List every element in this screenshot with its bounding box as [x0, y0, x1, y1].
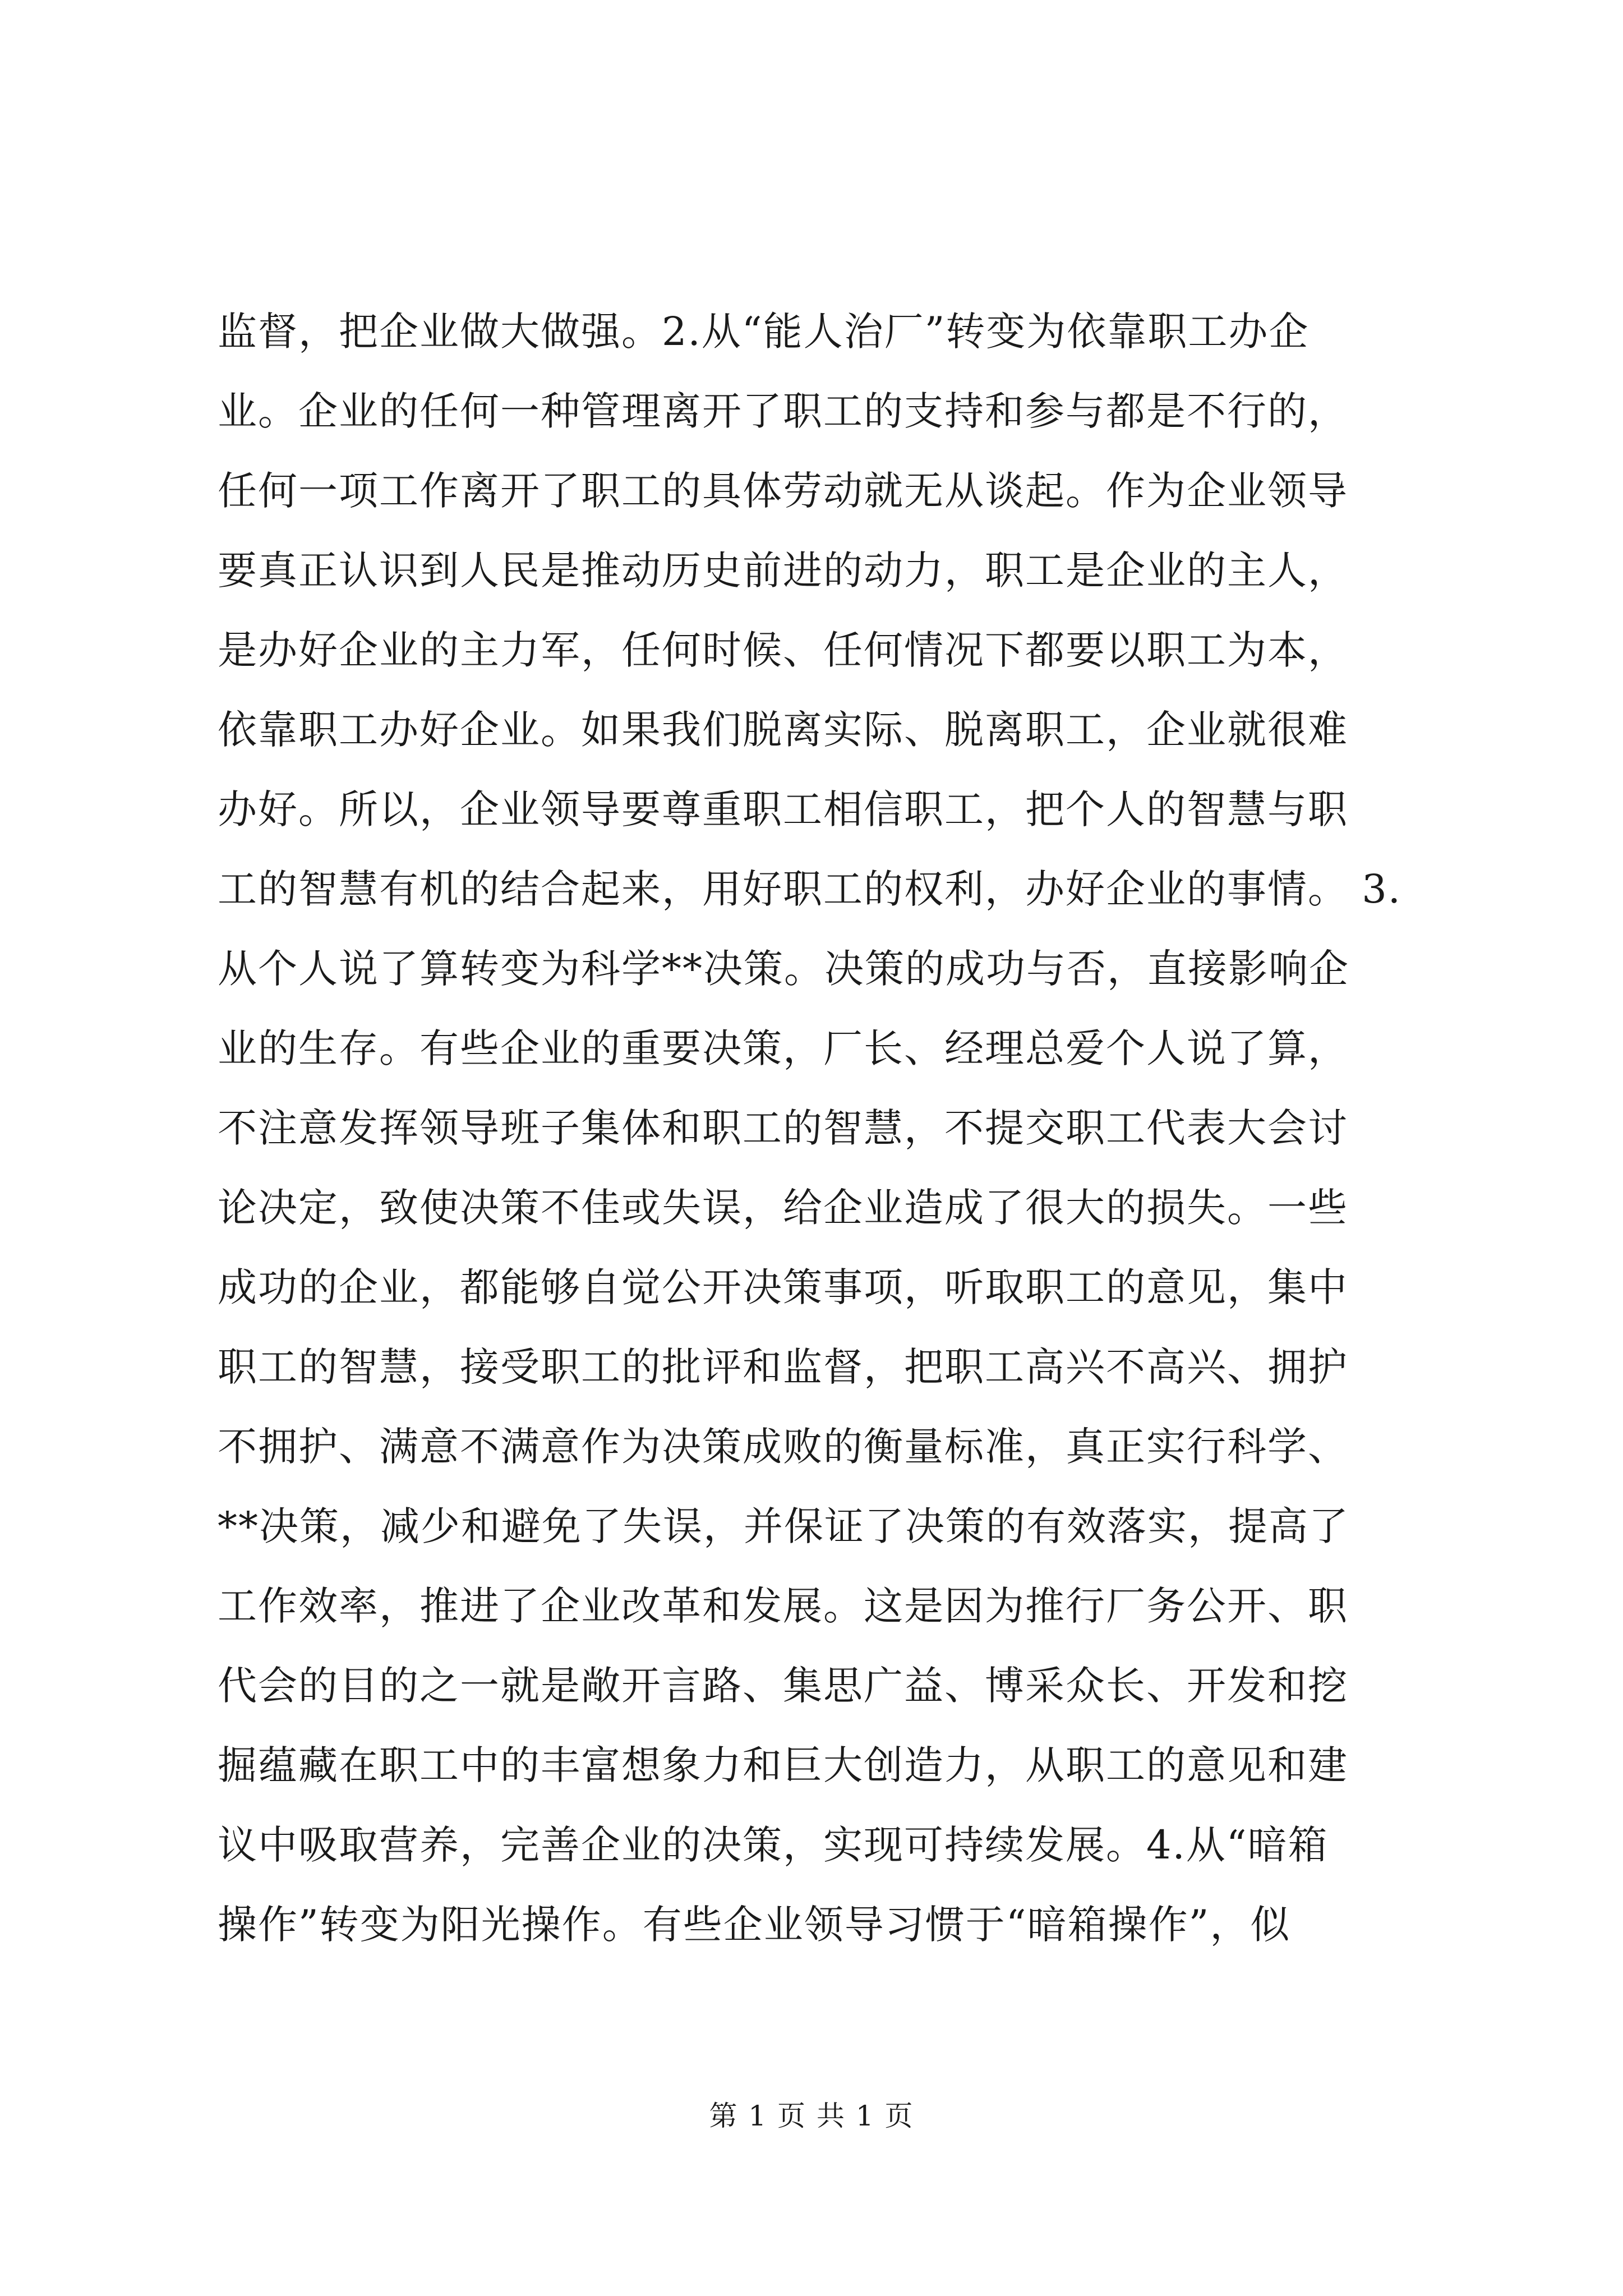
- text-line: 不拥护、满意不满意作为决策成败的衡量标准，真正实行科学、: [218, 1424, 1348, 1470]
- text-line: 成功的企业，都能够自觉公开决策事项，听取职工的意见，集中: [218, 1264, 1348, 1310]
- text-line: 任何一项工作离开了职工的具体劳动就无从谈起。作为企业领导: [218, 468, 1348, 514]
- text-line: 监督，把企业做大做强。2.从“能人治厂”转变为依靠职工办企: [218, 309, 1310, 355]
- text-line: 业的生存。有些企业的重要决策，厂长、经理总爱个人说了算，: [218, 1025, 1348, 1071]
- text-line: 从个人说了算转变为科学**决策。决策的成功与否，直接影响企: [218, 946, 1349, 992]
- text-line: 掘蕴藏在职工中的丰富想象力和巨大创造力，从职工的意见和建: [218, 1742, 1348, 1788]
- page-number-footer: 第 1 页 共 1 页: [709, 2100, 914, 2132]
- text-line: 要真正认识到人民是推动历史前进的动力，职工是企业的主人，: [218, 547, 1348, 593]
- text-line: 工作效率，推进了企业改革和发展。这是因为推行厂务公开、职: [218, 1583, 1348, 1629]
- text-line: 办好。所以，企业领导要尊重职工相信职工，把个人的智慧与职: [218, 786, 1348, 832]
- text-line: **决策，减少和避免了失误，并保证了决策的有效落实，提高了: [218, 1503, 1349, 1549]
- text-line: 是办好企业的主力军，任何时候、任何情况下都要以职工为本，: [218, 627, 1348, 673]
- text-line: 操作”转变为阳光操作。有些企业领导习惯于“暗箱操作”，似: [218, 1902, 1291, 1948]
- text-line: 不注意发挥领导班子集体和职工的智慧，不提交职工代表大会讨: [218, 1105, 1348, 1151]
- text-line: 工的智慧有机的结合起来，用好职工的权利，办好企业的事情。 3.: [218, 866, 1402, 912]
- text-line: 代会的目的之一就是敞开言路、集思广益、博采众长、开发和挖: [218, 1663, 1348, 1709]
- body-text: [218, 292, 1485, 1964]
- text-line: 依靠职工办好企业。如果我们脱离实际、脱离职工，企业就很难: [218, 707, 1348, 753]
- text-line: 议中吸取营养，完善企业的决策，实现可持续发展。4.从“暗箱: [218, 1822, 1329, 1868]
- text-line: 论决定，致使决策不佳或失误，给企业造成了很大的损失。一些: [218, 1185, 1348, 1231]
- text-line: 业。企业的任何一种管理离开了职工的支持和参与都是不行的，: [218, 388, 1348, 434]
- text-line: 职工的智慧，接受职工的批评和监督，把职工高兴不高兴、拥护: [218, 1344, 1348, 1390]
